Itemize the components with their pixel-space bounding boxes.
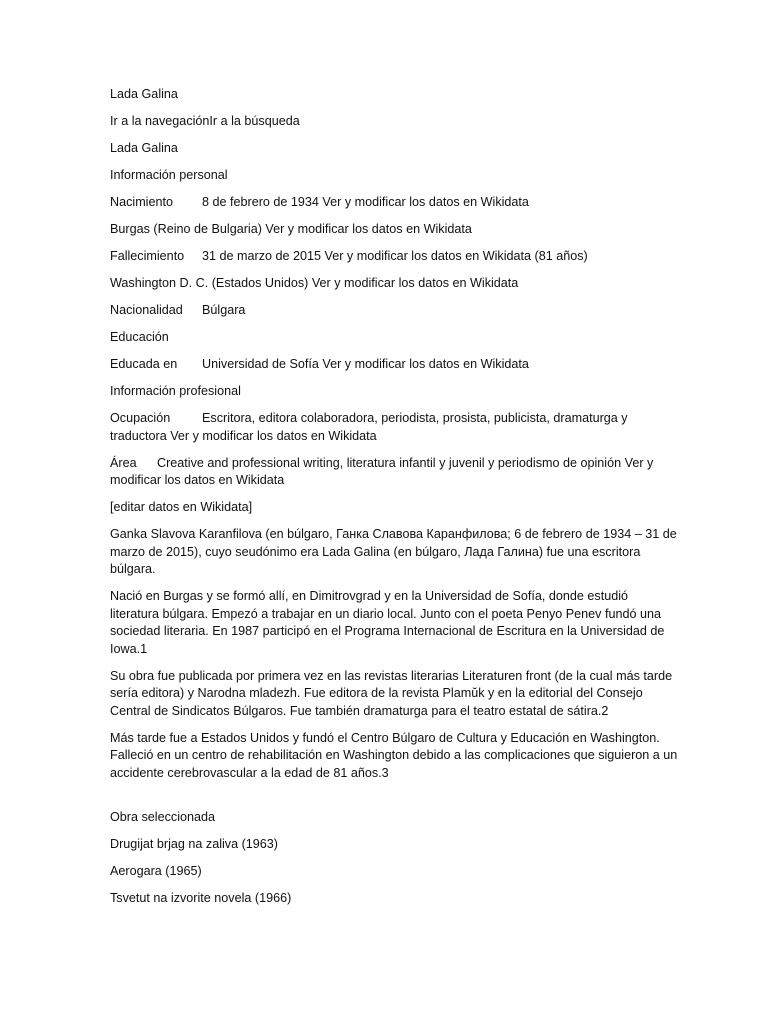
- section-education: Educación: [110, 330, 169, 344]
- navigation-links[interactable]: Ir a la navegaciónIr a la búsqueda: [110, 114, 300, 128]
- birth-place: Burgas (Reino de Bulgaria) Ver y modificar los datos en Wikidata: [110, 222, 472, 236]
- educated-value: Universidad de Sofía Ver y modificar los datos en Wikidata: [202, 357, 529, 371]
- works-heading: Obra seleccionada: [110, 809, 216, 824]
- occupation-value: Escritora, editora colaboradora, periodista, prosista, publicista, dramaturga y traductora Ver y modificar los datos en Wikidata: [110, 411, 628, 443]
- infobox-row-death: [110, 248, 680, 266]
- birth-value: 8 de febrero de 1934 Ver y modificar los datos en Wikidata: [202, 195, 529, 209]
- infobox-row-area: [110, 455, 680, 490]
- infobox-row-nationality: [110, 302, 680, 320]
- nationality-value: Búlgara: [202, 303, 246, 317]
- infobox-row-occupation: [110, 410, 680, 445]
- infobox-row-birth: [110, 194, 680, 212]
- nationality-label: Nacionalidad: [110, 303, 183, 317]
- section-personal-info: Información personal: [110, 168, 228, 182]
- document-body: [110, 86, 680, 917]
- paragraph-biography: Nació en Burgas y se formó allí, en Dimitrovgrad y en la Universidad de Sofía, donde estudió literatura búlgara. Empezó a trabajar en un diario local. Junto con el poeta Penyo Penev fundó una sociedad literaria. En 1987 participó en el Programa Internacional de Escritura en la Universidad de Iowa.1: [110, 589, 665, 656]
- area-label: Área: [110, 455, 137, 470]
- edit-wikidata-link[interactable]: [editar datos en Wikidata]: [110, 500, 253, 514]
- educated-label: Educada en: [110, 357, 178, 371]
- area-value: Creative and professional writing, literatura infantil y juvenil y periodismo de opinión Ver y modificar los datos en Wikidata: [110, 455, 654, 487]
- death-place: Washington D. C. (Estados Unidos) Ver y modificar los datos en Wikidata: [110, 276, 519, 290]
- infobox-title: Lada Galina: [110, 141, 178, 155]
- paragraph-intro: Ganka Slavova Karanfilova (en búlgaro, Ганка Славова Каранфилова; 6 de febrero de 1934 – 31 de marzo de 2015), cuyo seudónimo era Lada Galina (en búlgaro, Лада Галина) fue una escritora búlgara.: [110, 527, 677, 576]
- birth-label: Nacimiento: [110, 195, 173, 209]
- article-title: Lada Galina: [110, 87, 178, 101]
- paragraph-work: Su obra fue publicada por primera vez en las revistas literarias Literaturen front (de la cual más tarde sería editora) y Narodna mladezh. Fue editora de la revista Plamŭk y en la editorial del Consejo Central de Sindicatos Búlgaros. Fue también dramaturga para el teatro estatal de sátira.2: [110, 668, 673, 718]
- work-item: Aerogara (1965): [110, 863, 202, 878]
- paragraph-later-life: Más tarde fue a Estados Unidos y fundó el Centro Búlgaro de Cultura y Educación en Washington. Falleció en un centro de rehabilitación en Washington debido a las complicaciones que siguieron a un accidente cerebrovascular a la edad de 81 años.3: [110, 730, 678, 780]
- infobox-row-educated: [110, 356, 680, 374]
- blank-line: [110, 792, 680, 809]
- death-value: 31 de marzo de 2015 Ver y modificar los datos en Wikidata (81 años): [202, 249, 588, 263]
- section-professional-info: Información profesional: [110, 384, 241, 398]
- death-label: Fallecimiento: [110, 249, 185, 263]
- work-item: Drugijat brjag na zaliva (1963): [110, 836, 279, 851]
- occupation-label: Ocupación: [110, 411, 171, 425]
- work-item: Tsvetut na izvorite novela (1966): [110, 890, 292, 905]
